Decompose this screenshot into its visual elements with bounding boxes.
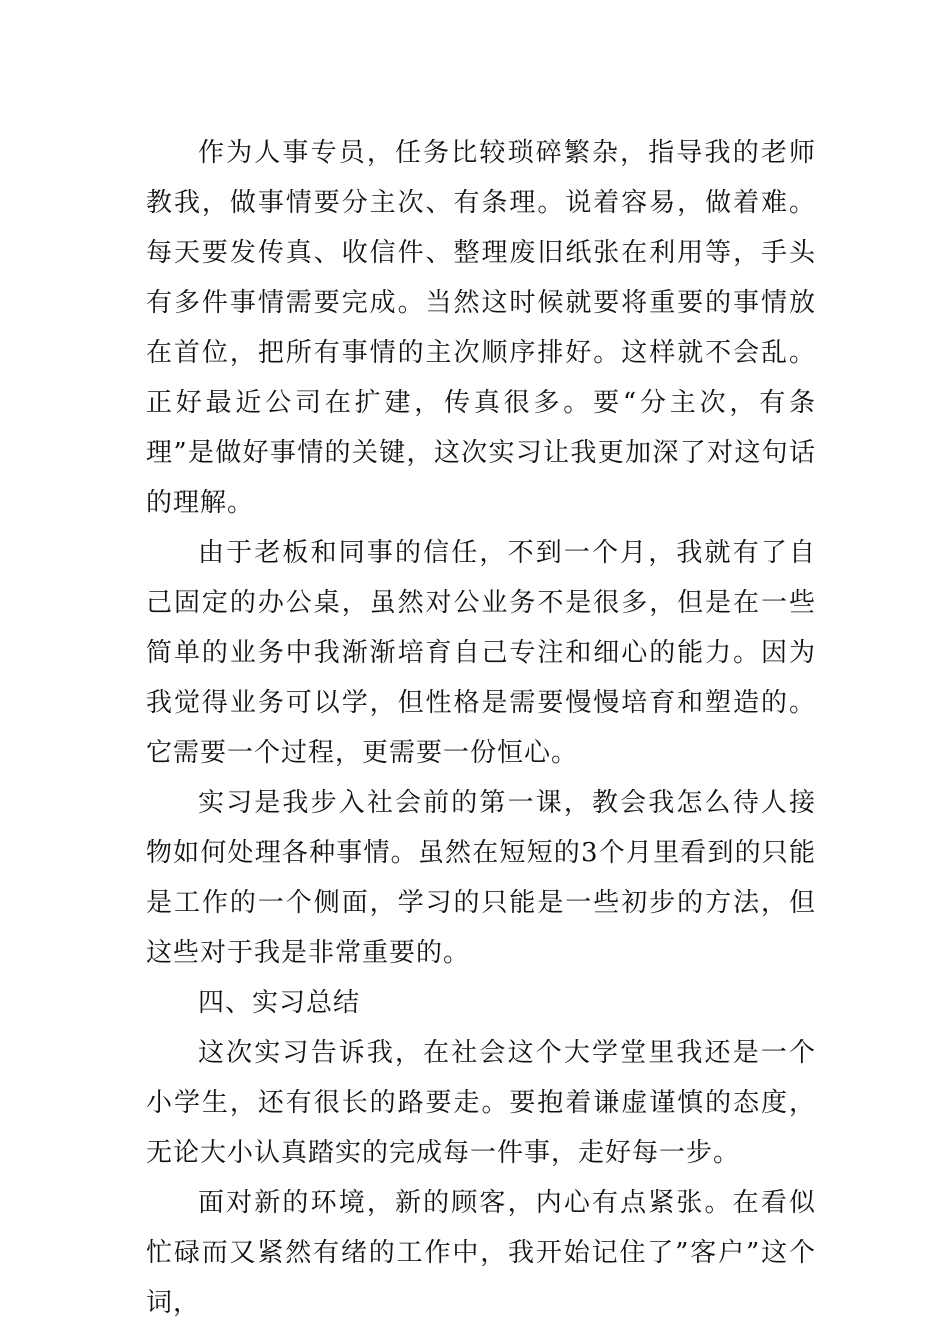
paragraph-task-organization: 作为人事专员，任务比较琐碎繁杂，指导我的老师教我，做事情要分主次、有条理。说着容易，做着难。每天要发传真、收信件、整理废旧纸张在利用等，手头有多件事情需要完成。当然这时候就要将重要的事情放在首位，把所有事情的主次顺序排好。这样就不会乱。正好最近公司在扩建，传真很多。要“分主次，有条理”是做好事情的关键，这次实习让我更加深了对这句话的理解。 [146, 138, 816, 518]
paragraph-first-lesson: 实习是我步入社会前的第一课，教会我怎么待人接物如何处理各种事情。虽然在短短的3个月里看到的只能是工作的一个侧面，学习的只能是一些初步的方法，但这些对于我是非常重要的。 [146, 788, 816, 968]
paragraph-new-environment: 面对新的环境，新的顾客，内心有点紧张。在看似忙碌而又紧然有绪的工作中，我开始记住了”客户”这个词， [146, 1188, 816, 1318]
paragraph-summary-lesson: 这次实习告诉我，在社会这个大学堂里我还是一个小学生，还有很长的路要走。要抱着谦虚谨慎的态度，无论大小认真踏实的完成每一件事，走好每一步。 [146, 1038, 816, 1168]
section-heading: 四、实习总结 [198, 988, 361, 1018]
paragraph-trust-and-growth: 由于老板和同事的信任，不到一个月，我就有了自己固定的办公桌，虽然对公业务不是很多，但是在一些简单的业务中我渐渐培育自己专注和细心的能力。因为我觉得业务可以学，但性格是需要慢慢培育和塑造的。它需要一个过程，更需要一份恒心。 [146, 538, 816, 768]
document-page [146, 128, 816, 1328]
